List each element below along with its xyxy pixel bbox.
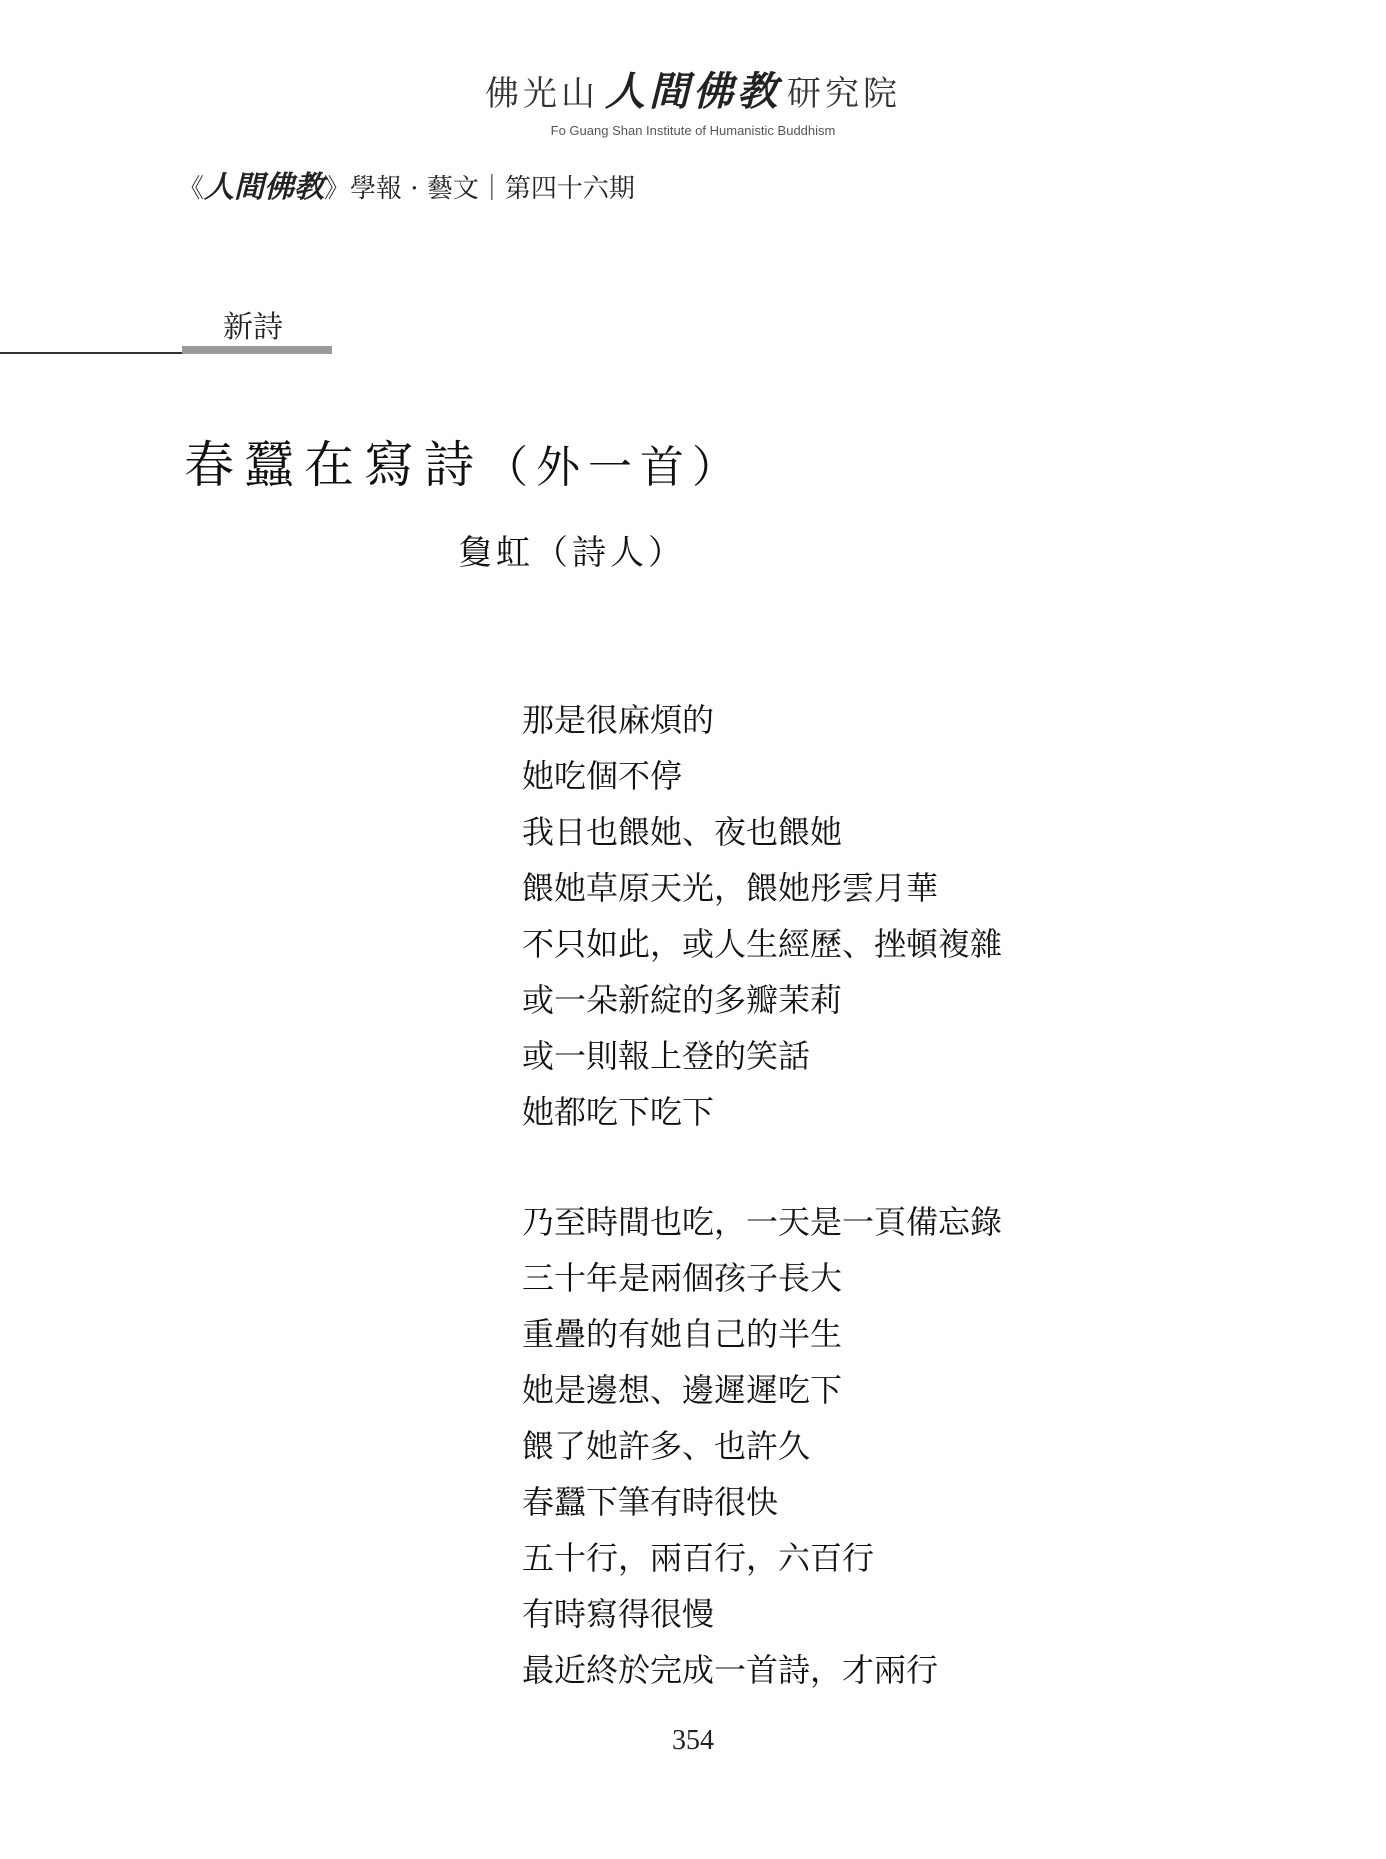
poem-title (184, 425, 744, 497)
poem-stanza-2 (522, 1194, 1002, 1698)
institute-brand-logo: 人間佛教 (605, 69, 781, 115)
poem-line: 那是很麻煩的 (522, 701, 715, 739)
institute-header (0, 60, 1386, 138)
section-label: 新詩 (223, 310, 283, 345)
poem-line: 三十年是兩個孩子長大 (522, 1259, 843, 1297)
poem-line: 餵了她許多、也許久 (522, 1427, 811, 1465)
journal-running-head (178, 162, 635, 206)
poem-line: 或一則報上登的笑話 (522, 1037, 811, 1075)
poem-line: 她是邊想、邊遲遲吃下 (522, 1371, 843, 1409)
poem-line: 我日也餵她、夜也餵她 (522, 813, 843, 851)
journal-brand-logo: 人間佛教 (204, 170, 325, 205)
poem-line: 不只如此，或人生經歷、挫頓複雜 (522, 925, 1003, 963)
journal-issue-info: 學報 · 藝文｜第四十六期 (350, 174, 635, 204)
poem-line: 最近終於完成一首詩，才兩行 (522, 1651, 939, 1689)
poem-author: 敻虹（詩人） (458, 533, 686, 573)
poem-line: 乃至時間也吃，一天是一頁備忘錄 (522, 1203, 1003, 1241)
poem-line: 五十行，兩百行，六百行 (522, 1539, 875, 1577)
poem-line: 有時寫得很慢 (522, 1595, 715, 1633)
poem-title-sub: （外一首） (484, 442, 744, 493)
poem-line: 春蠶下筆有時很快 (522, 1483, 779, 1521)
poem-stanza-1 (522, 692, 1002, 1140)
institute-name (0, 60, 1386, 117)
page-number: 354 (672, 1725, 714, 1756)
journal-open-bracket: 《 (178, 174, 205, 204)
section-divider-accent (182, 346, 332, 354)
poem-line: 她都吃下吃下 (522, 1093, 715, 1131)
journal-close-bracket: 》 (324, 174, 351, 204)
institute-suffix: 研究院 (787, 74, 901, 114)
institute-prefix: 佛光山 (485, 74, 599, 114)
poem-line: 她吃個不停 (522, 757, 683, 795)
poem-title-main: 春蠶在寫詩 (184, 436, 484, 494)
institute-english-name: Fo Guang Shan Institute of Humanistic Buddhism (550, 123, 836, 138)
poem-line: 餵她草原天光，餵她彤雲月華 (522, 869, 939, 907)
poem-line: 或一朵新綻的多瓣茉莉 (522, 981, 843, 1019)
poem-line: 重疊的有她自己的半生 (522, 1315, 843, 1353)
